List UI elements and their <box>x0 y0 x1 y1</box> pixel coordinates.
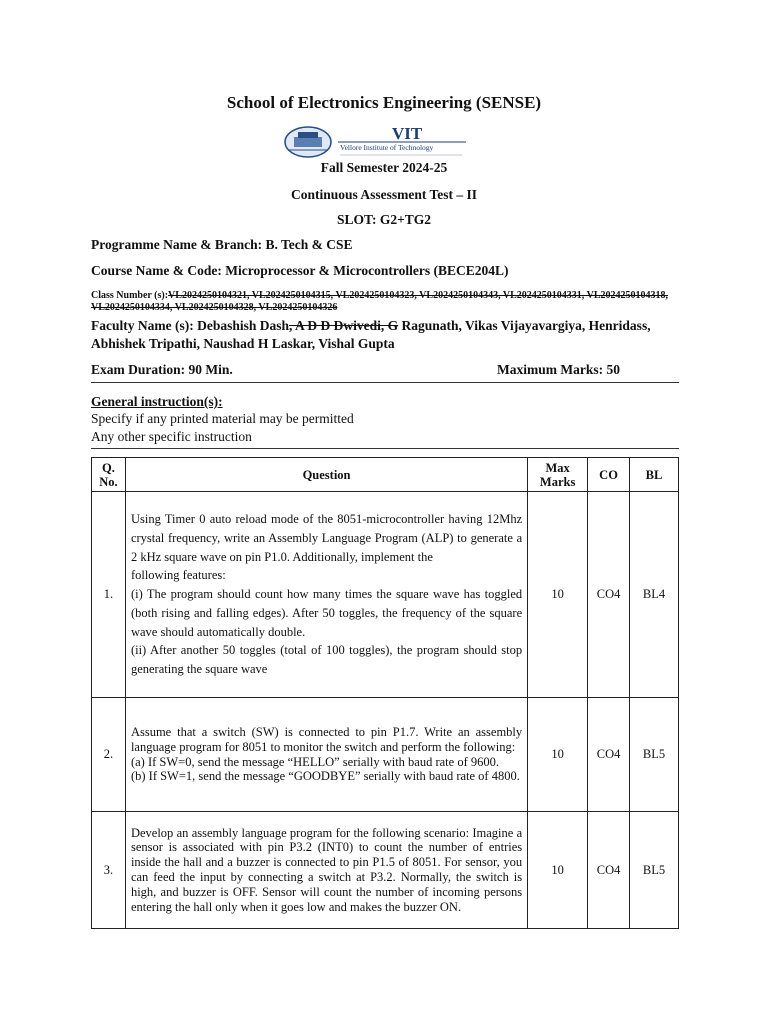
table-row <box>92 812 679 929</box>
test-name: Continuous Assessment Test – II <box>290 187 478 202</box>
bloom-level: BL5 <box>630 812 679 929</box>
questions-table <box>91 457 679 929</box>
question-text <box>125 492 527 698</box>
course-outcome: CO4 <box>588 812 630 929</box>
programme-line: Programme Name & Branch: B. Tech & CSE <box>91 237 353 252</box>
vit-logo <box>282 124 472 160</box>
header-question: Question <box>125 458 527 492</box>
faculty-struck-names: , A D D Dwivedi, G <box>289 318 399 333</box>
slot: SLOT: G2+TG2 <box>336 212 432 227</box>
instruction-line: Any other specific instruction <box>91 429 252 444</box>
logo-subtext: Vellore Institute of Technology <box>340 143 434 152</box>
course-outcome: CO4 <box>588 492 630 698</box>
question-paragraph: Develop an assembly language program for the following scenario: Imagine a sensor is associated with pin P3.2 (INT0) to count the number of entries inside the hall and a buzzer is connected to pin P1.5 of 8051. For sensor, you can feed the input by connecting a switch at P3.2. Normally, the switch is high, and buzzer is OFF. Sensor will count the number of incoming persons entering the hall only when it goes low and makes the buzzer ON. <box>130 825 523 914</box>
question-text <box>125 698 527 812</box>
max-marks: 10 <box>528 492 588 698</box>
class-number-values: VL2024250104321, VL2024250104315, VL2024250104323, VL2024250104343, VL2024250104331, VL2024250104318, VL2024250104334, VL2024250104328, VL2024250104326 <box>91 290 668 313</box>
header-max-marks: Max Marks <box>528 458 588 492</box>
question-number: 1. <box>92 492 126 698</box>
exam-duration: Exam Duration: 90 Min. <box>91 362 233 377</box>
max-marks: 10 <box>528 698 588 812</box>
course-line: Course Name & Code: Microprocessor & Microcontrollers (BECE204L) <box>91 263 509 278</box>
table-header-row <box>92 458 679 492</box>
semester: Fall Semester 2024-25 <box>320 160 448 175</box>
question-text <box>125 812 527 929</box>
table-row <box>92 698 679 812</box>
instruction-line: Specify if any printed material may be permitted <box>91 411 354 426</box>
header-bl: BL <box>630 458 679 492</box>
question-paragraph: (b) If SW=1, send the message “GOODBYE” serially with baud rate of 4800. <box>130 769 520 784</box>
max-marks: 10 <box>528 812 588 929</box>
faculty-label: Faculty Name (s): Debashish Dash <box>91 318 290 333</box>
faculty-names: Ragunath, Vikas Vijayavargiya, Henridass, Abhishek Tripathi, Naushad H Laskar, Vishal Gupta <box>91 318 651 351</box>
question-paragraph: (a) If SW=0, send the message “HELLO” serially with baud rate of 9600. <box>130 754 499 769</box>
school-title: School of Electronics Engineering (SENSE) <box>226 93 542 112</box>
question-number: 3. <box>92 812 126 929</box>
bloom-level: BL4 <box>630 492 679 698</box>
table-row <box>92 492 679 698</box>
instructions-heading: General instruction(s): <box>91 394 223 409</box>
question-number: 2. <box>92 698 126 812</box>
header-co: CO <box>588 458 630 492</box>
header-qno: Q. No. <box>92 458 126 492</box>
divider <box>91 382 679 383</box>
course-outcome: CO4 <box>588 698 630 812</box>
maximum-marks: Maximum Marks: 50 <box>497 362 620 377</box>
class-number-line <box>91 290 691 314</box>
question-paragraph: (i) The program should count how many times the square wave has toggled (both rising and falling edges). After 50 toggles, the frequency of the square wave should automatically double. <box>130 587 523 639</box>
bloom-level: BL5 <box>630 698 679 812</box>
question-paragraph: Using Timer 0 auto reload mode of the 8051-microcontroller having 12Mhz crystal frequency, write an Assembly Language Program (ALP) to generate a 2 kHz square wave on pin P1.0. Additionally, implement the <box>130 512 523 564</box>
divider <box>91 448 679 449</box>
faculty-line <box>91 317 691 353</box>
question-paragraph: (ii) After another 50 toggles (total of 100 toggles), the program should stop generating the square wave <box>130 643 523 676</box>
question-paragraph: Assume that a switch (SW) is connected to pin P1.7. Write an assembly language program for 8051 to monitor the switch and perform the following: <box>130 724 523 754</box>
logo-wordmark: VIT <box>392 124 423 143</box>
class-number-label: Class Number (s): <box>91 290 169 301</box>
question-paragraph: following features: <box>130 568 226 583</box>
